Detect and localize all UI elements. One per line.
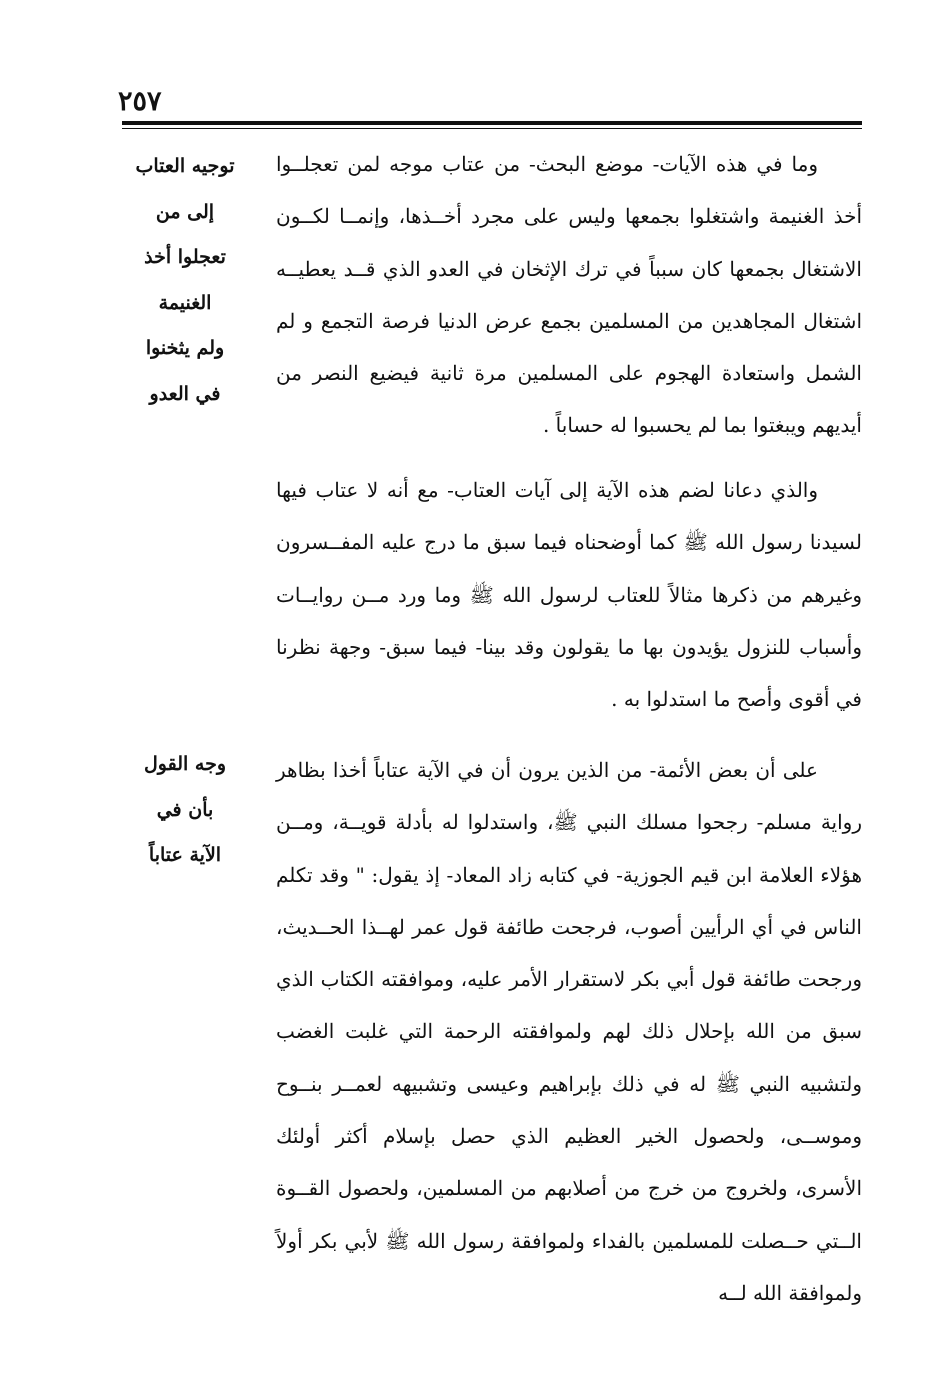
margin-note xyxy=(120,144,250,418)
main-text-section xyxy=(276,744,862,1319)
margin-note-line: وجه القول xyxy=(143,753,227,775)
margin-note-line: الغنيمة xyxy=(158,291,212,314)
body-paragraph: والذي دعانا لضم هذه الآية إلى آيات العتاب- مع أنه لا عتاب فيها لسيدنا رسول الله ﷺ كما أوضحناه فيما سبق ما درج عليه المفــسرون وغيرهم من ذكرها مثالاً للعتاب لرسول الله ﷺ وما ورد مــن روايــات وأسباب للنزول يؤيدون بها ما يقولون وقد بينا- فيما سبق- وجهة نظرنا في أقوى وأصح ما استدلوا به . xyxy=(276,478,862,712)
header-rule-thin xyxy=(122,128,862,129)
margin-note-line: في العدو xyxy=(149,382,221,405)
margin-note-line: إلى من xyxy=(155,200,215,223)
body-paragraph: على أن بعض الأئمة- من الذين يرون أن في الآية عتاباً أخذا بظاهر رواية مسلم- رجحوا مسلك النبي ﷺ، واستدلوا له بأدلة قويــة، ومــن هؤلاء العلامة ابن قيم الجوزية- في كتابه زاد المعاد- إذ يقول: " وقد تكلم الناس في أي الرأيين أصوب، فرجحت طائفة قول عمر لهــذا الحــديث، ورجحت طائفة قول أبي بكر لاستقرار الأمر عليه، وموافقته الكتاب الذي سبق من الله بإحلال ذلك لهم ولموافقته الرحمة التي غلبت الغضب ولتشبيه النبي ﷺ له في ذلك بإبراهيم وعيسى وتشبيهه لعمــر بنــوح وموســى، ولحصول الخير العظيم الذي حصل بإسلام أكثر أولئك الأسرى، ولخروج من خرج من أصلابهم من المسلمين، ولحصول القــوة الــتي حــصلت للمسلمين بالفداء ولموافقة رسول الله ﷺ لأبي بكر أولاً ولموافقة الله لــه xyxy=(276,758,862,1305)
margin-note-line: الآية عتاباً xyxy=(148,844,222,867)
page-number: ٢٥٧ xyxy=(118,86,162,117)
margin-note xyxy=(120,742,250,879)
main-text-section xyxy=(276,138,862,452)
body-paragraph: وما في هذه الآيات- موضع البحث- من عتاب موجه لمن تعجلــوا أخذ الغنيمة واشتغلوا بجمعها وليس على مجرد أخــذها، وإنمــا لكــون الاشتغال بجمعها كان سبباً في ترك الإثخان في العدو الذي قــد يعطيــه اشتغال المجاهدين من المسلمين بجمع عرض الدنيا فرصة التجمع و لم الشمل واستعادة الهجوم على المسلمين مرة ثانية فيضيع النصر من أيديهم ويبغتوا بما لم يحسبوا له حساباً . xyxy=(276,152,862,438)
header-rule-thick xyxy=(122,121,862,125)
main-text-section xyxy=(276,464,862,725)
margin-note-line: تعجلوا أخذ xyxy=(144,246,226,269)
margin-note-line: توجيه العتاب xyxy=(135,155,235,177)
margin-note-line: ولم يثخنوا xyxy=(145,337,225,360)
margin-note-line: بأن في xyxy=(156,798,214,821)
